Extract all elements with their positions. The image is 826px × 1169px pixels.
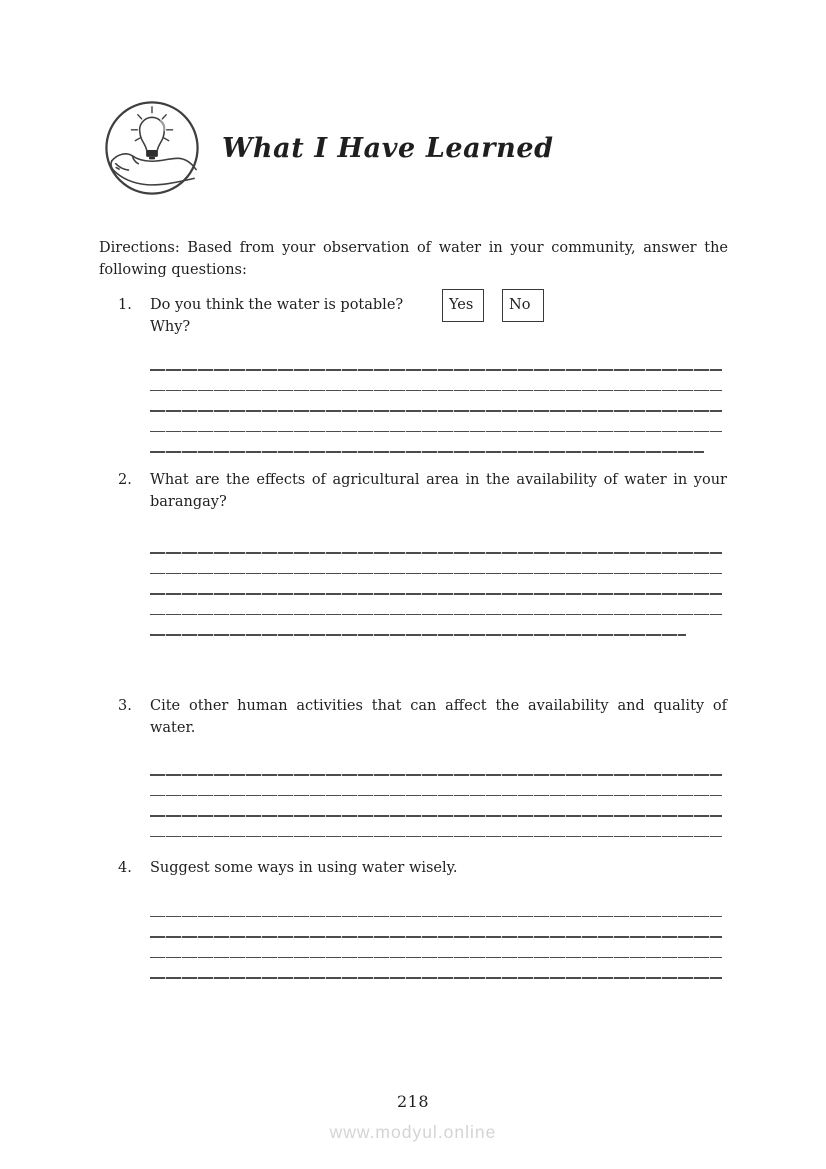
- answer-lines-q1: [150, 350, 728, 453]
- question-1-number: 1.: [118, 297, 132, 313]
- answer-line[interactable]: [150, 350, 722, 371]
- question-1: [99, 295, 728, 453]
- question-4: [99, 858, 728, 979]
- question-3-number: 3.: [118, 698, 132, 714]
- watermark-text: www.modyul.online: [329, 1122, 497, 1142]
- question-2-text: What are the effects of agricultural area in the availability of water in your barangay?: [150, 472, 727, 510]
- directions-text: Directions: Based from your observation of water in your community, answer the following questions:: [99, 240, 728, 278]
- answer-line[interactable]: [150, 533, 722, 554]
- answer-line[interactable]: [150, 958, 722, 979]
- answer-line[interactable]: [150, 371, 722, 392]
- answer-line[interactable]: [150, 897, 722, 918]
- answer-line[interactable]: [150, 755, 722, 776]
- no-checkbox[interactable]: No: [502, 289, 544, 322]
- answer-line[interactable]: [150, 432, 704, 453]
- question-2: [99, 470, 728, 636]
- question-3-text: Cite other human activities that can affect the availability and quality of water.: [150, 698, 727, 736]
- answer-lines-q4: [150, 897, 728, 979]
- question-4-number: 4.: [118, 860, 132, 876]
- section-header: [103, 99, 554, 197]
- answer-line[interactable]: [150, 595, 722, 616]
- answer-line[interactable]: [150, 554, 722, 575]
- page-number: 218: [396, 1092, 430, 1111]
- question-1-text: [150, 295, 727, 338]
- question-2-number: 2.: [118, 472, 132, 488]
- answer-line[interactable]: [150, 574, 722, 595]
- answer-line[interactable]: [150, 412, 722, 433]
- lightbulb-in-hand-icon: [103, 99, 201, 197]
- answer-line[interactable]: [150, 917, 722, 938]
- question-3: [99, 696, 728, 837]
- answer-line[interactable]: [150, 615, 686, 636]
- answer-line[interactable]: [150, 938, 722, 959]
- question-1-line2: Why?: [150, 318, 191, 335]
- answer-line[interactable]: [150, 796, 722, 817]
- answer-line[interactable]: [150, 817, 722, 838]
- answer-lines-q2: [150, 533, 728, 636]
- question-1-line1: Do you think the water is potable?: [150, 297, 404, 313]
- question-4-text: Suggest some ways in using water wisely.: [150, 860, 458, 876]
- yes-checkbox[interactable]: Yes: [442, 289, 484, 322]
- answer-line[interactable]: [150, 391, 722, 412]
- section-title: What I Have Learned: [222, 132, 554, 164]
- answer-lines-q3: [150, 755, 728, 837]
- answer-line[interactable]: [150, 776, 722, 797]
